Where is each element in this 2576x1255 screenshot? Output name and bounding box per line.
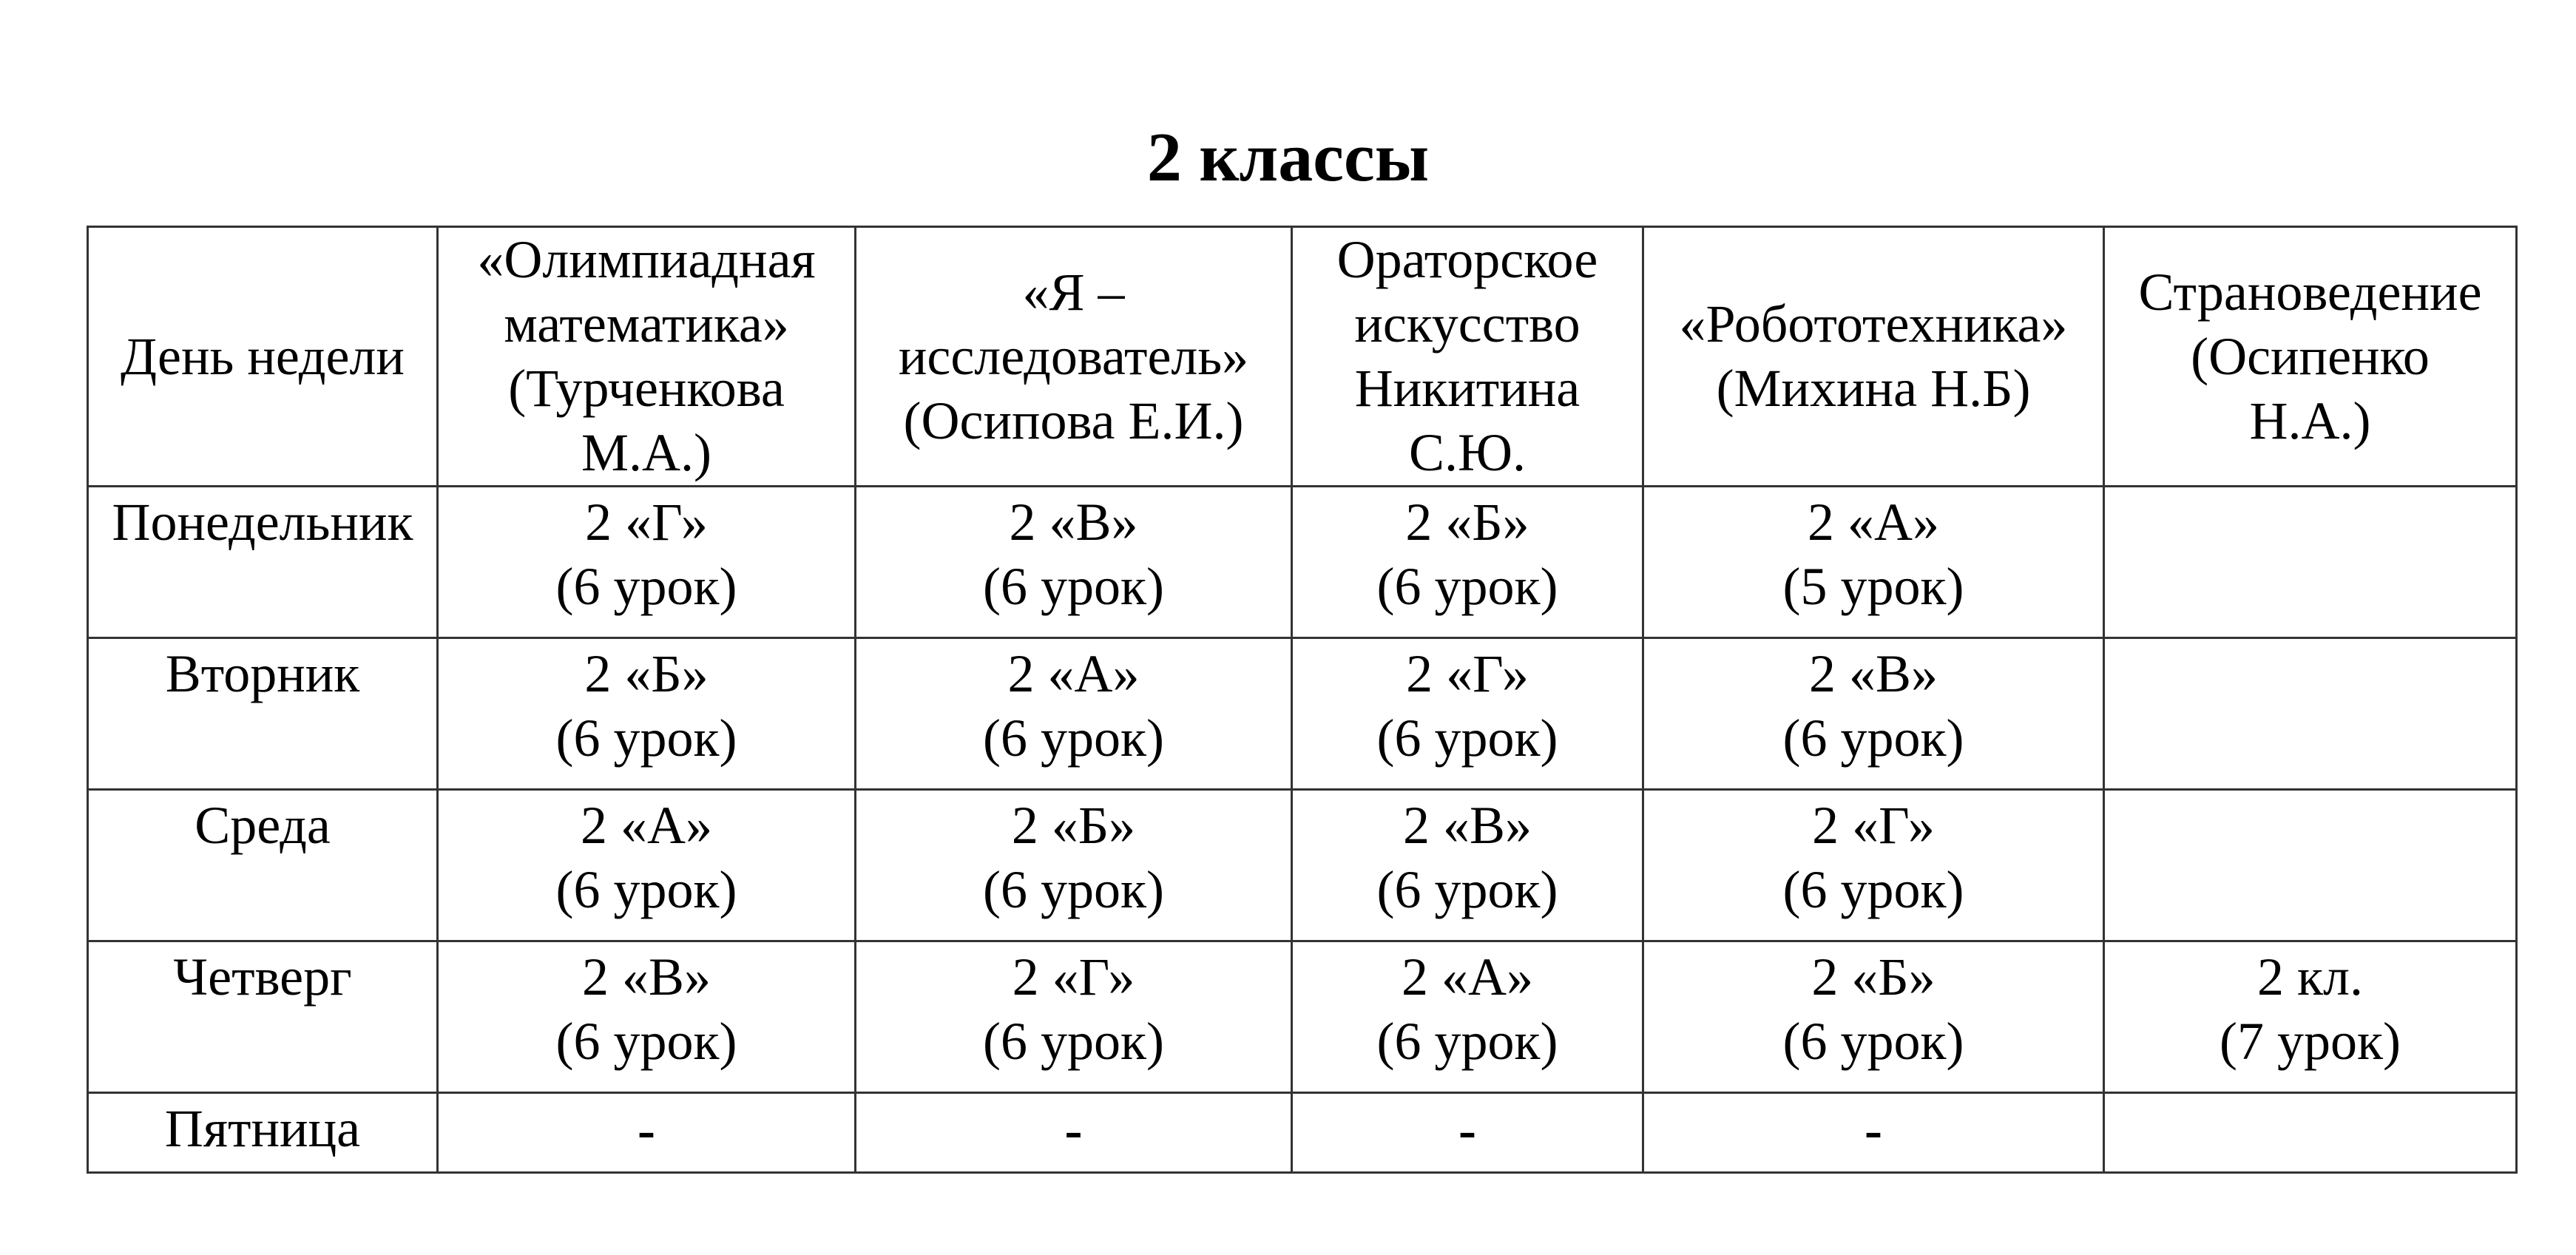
class-label: 2 «Г» — [585, 493, 708, 552]
class-label: 2 «Б» — [1405, 493, 1529, 552]
header-text-line: М.А.) — [581, 423, 711, 482]
header-text-line: С.Ю. — [1408, 423, 1527, 482]
table-cell — [1643, 487, 2104, 638]
class-label: 2 «Б» — [584, 644, 709, 703]
header-cell-day — [88, 227, 438, 487]
header-day-label: День недели — [121, 326, 405, 386]
class-label: 2 «В» — [1808, 644, 1938, 703]
day-cell — [88, 487, 438, 638]
table-row-thursday — [88, 941, 2517, 1093]
schedule-table — [87, 226, 2518, 1174]
header-cell-researcher — [856, 227, 1292, 487]
table-cell — [1643, 1093, 2104, 1173]
class-label: 2 «В» — [1009, 493, 1138, 552]
no-class-dash: - — [1865, 1100, 1882, 1160]
table-header-row — [88, 227, 2517, 487]
header-cell-robotics — [1643, 227, 2104, 487]
table-cell-empty — [2104, 487, 2517, 638]
day-cell — [88, 941, 438, 1093]
no-class-dash: - — [1458, 1100, 1476, 1160]
class-label: 2 «А» — [1402, 947, 1533, 1007]
table-cell — [1643, 638, 2104, 790]
table-cell — [438, 790, 856, 941]
class-label: 2 «Г» — [1012, 947, 1135, 1007]
table-cell — [1292, 1093, 1643, 1173]
lesson-number: (6 урок) — [983, 557, 1164, 616]
table-cell — [438, 941, 856, 1093]
lesson-number: (6 урок) — [1782, 1012, 1964, 1071]
class-label: 2 «А» — [1007, 644, 1140, 703]
header-text-line: (Турченкова — [508, 359, 785, 418]
table-cell — [438, 1093, 856, 1173]
table-cell — [2104, 941, 2517, 1093]
day-label: Среда — [195, 796, 331, 855]
class-label: 2 «Б» — [1011, 796, 1136, 855]
header-cell-olympiad-math — [438, 227, 856, 487]
day-cell — [88, 1093, 438, 1173]
table-row-monday — [88, 487, 2517, 638]
table-cell — [856, 941, 1292, 1093]
table-cell — [856, 790, 1292, 941]
lesson-number: (6 урок) — [555, 557, 737, 616]
lesson-number: (6 урок) — [1376, 1012, 1558, 1071]
table-cell-empty — [2104, 1093, 2517, 1173]
table-cell — [856, 487, 1292, 638]
table-row-tuesday — [88, 638, 2517, 790]
class-label: 2 «В» — [1402, 796, 1532, 855]
class-label: 2 «В» — [581, 947, 711, 1007]
lesson-number: (6 урок) — [555, 708, 737, 768]
lesson-number: (6 урок) — [983, 708, 1164, 768]
class-label: 2 «Б» — [1811, 947, 1936, 1007]
header-text-line: «Олимпиадная — [477, 230, 816, 289]
day-label: Вторник — [165, 644, 360, 703]
lesson-number: (6 урок) — [1782, 860, 1964, 919]
lesson-number: (6 урок) — [555, 860, 737, 919]
lesson-number: (5 урок) — [1782, 557, 1964, 616]
table-cell — [1643, 790, 2104, 941]
no-class-dash: - — [638, 1100, 655, 1160]
table-cell — [438, 487, 856, 638]
day-cell — [88, 638, 438, 790]
table-cell — [856, 1093, 1292, 1173]
lesson-number: (6 урок) — [1376, 708, 1558, 768]
header-text-line: Страноведение — [2138, 262, 2482, 322]
day-label: Пятница — [164, 1099, 361, 1158]
day-cell — [88, 790, 438, 941]
class-label: 2 «Г» — [1406, 644, 1529, 703]
table-cell-empty — [2104, 790, 2517, 941]
lesson-number: (7 урок) — [2220, 1012, 2401, 1071]
header-text-line: «Робототехника» — [1679, 294, 2068, 354]
table-cell — [1292, 941, 1643, 1093]
table-cell — [1292, 638, 1643, 790]
class-label: 2 «Г» — [1812, 796, 1935, 855]
class-label: 2 «А» — [1808, 493, 1939, 552]
table-cell — [1292, 790, 1643, 941]
day-label: Четверг — [173, 947, 352, 1007]
header-text-line: математика» — [504, 294, 789, 354]
lesson-number: (6 урок) — [555, 1012, 737, 1071]
table-cell — [438, 638, 856, 790]
header-text-line: Никитина — [1354, 359, 1581, 418]
table-cell — [1643, 941, 2104, 1093]
table-cell-empty — [2104, 638, 2517, 790]
header-cell-oratory — [1292, 227, 1643, 487]
class-label: 2 кл. — [2257, 947, 2363, 1007]
class-label: 2 «А» — [581, 796, 712, 855]
lesson-number: (6 урок) — [983, 1012, 1164, 1071]
table-cell — [856, 638, 1292, 790]
header-text-line: «Я – — [1022, 262, 1125, 322]
header-text-line: (Осипенко — [2191, 326, 2430, 386]
lesson-number: (6 урок) — [1782, 708, 1964, 768]
header-text-line: Н.А.) — [2249, 390, 2371, 450]
day-label: Понедельник — [112, 493, 413, 552]
page-title: 2 классы — [1146, 119, 1430, 196]
header-text-line: (Михина Н.Б) — [1716, 359, 2031, 418]
header-text-line: искусство — [1354, 294, 1581, 354]
lesson-number: (6 урок) — [983, 860, 1164, 919]
header-text-line: Ораторское — [1336, 230, 1598, 289]
table-cell — [1292, 487, 1643, 638]
header-text-line: (Осипова Е.И.) — [903, 390, 1244, 450]
header-cell-country-studies — [2104, 227, 2517, 487]
table-row-wednesday — [88, 790, 2517, 941]
lesson-number: (6 урок) — [1376, 557, 1558, 616]
no-class-dash: - — [1064, 1100, 1083, 1160]
header-text-line: исследователь» — [898, 326, 1249, 386]
lesson-number: (6 урок) — [1376, 860, 1558, 919]
table-row-friday — [88, 1093, 2517, 1173]
